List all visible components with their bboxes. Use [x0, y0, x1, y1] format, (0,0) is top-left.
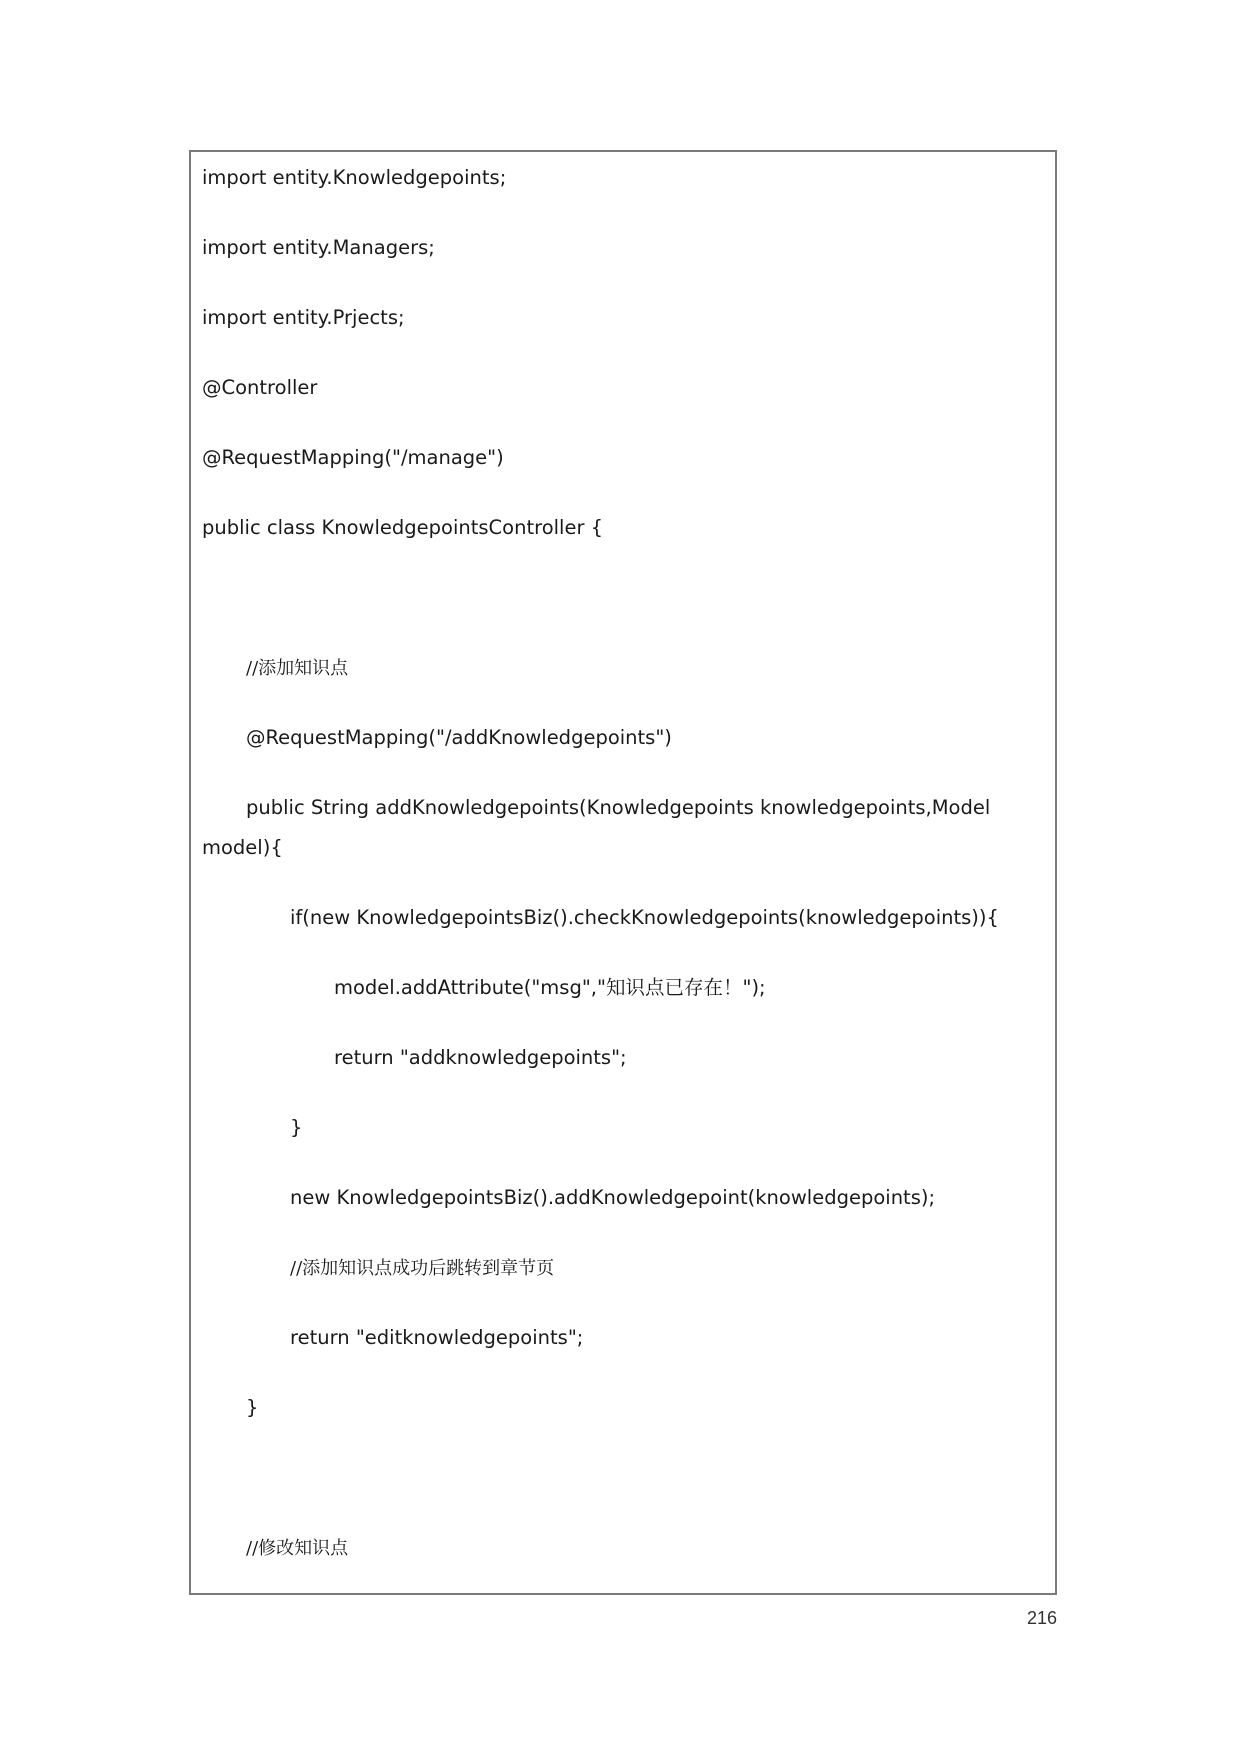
code-line: new KnowledgepointsBiz().addKnowledgepoint(knowledgepoints);	[290, 1186, 936, 1209]
page-number: 216	[1026, 1608, 1057, 1628]
code-line: model.addAttribute("msg","知识点已存在！");	[334, 976, 766, 999]
code-line: }	[290, 1116, 303, 1139]
code-line: @RequestMapping("/manage")	[202, 446, 504, 469]
code-line: public class KnowledgepointsController {	[202, 516, 604, 539]
code-line: import entity.Prjects;	[202, 306, 405, 329]
code-comment: //添加知识点成功后跳转到章节页	[290, 1258, 555, 1279]
code-listing-box	[189, 150, 1057, 1595]
code-line: import entity.Managers;	[202, 236, 435, 259]
code-line: @Controller	[202, 376, 318, 399]
code-line: @RequestMapping("/addKnowledgepoints")	[246, 726, 672, 749]
code-line: return "addknowledgepoints";	[334, 1046, 627, 1069]
code-line: model){	[202, 836, 283, 859]
code-comment: //修改知识点	[246, 1538, 349, 1559]
code-comment: //添加知识点	[246, 658, 349, 679]
code-line: if(new KnowledgepointsBiz().checkKnowledgepoints(knowledgepoints)){	[290, 906, 999, 929]
code-line: import entity.Knowledgepoints;	[202, 166, 507, 189]
code-line: return "editknowledgepoints";	[290, 1326, 584, 1349]
code-line: public String addKnowledgepoints(Knowledgepoints knowledgepoints,Model	[246, 796, 991, 819]
code-line: }	[246, 1396, 259, 1419]
